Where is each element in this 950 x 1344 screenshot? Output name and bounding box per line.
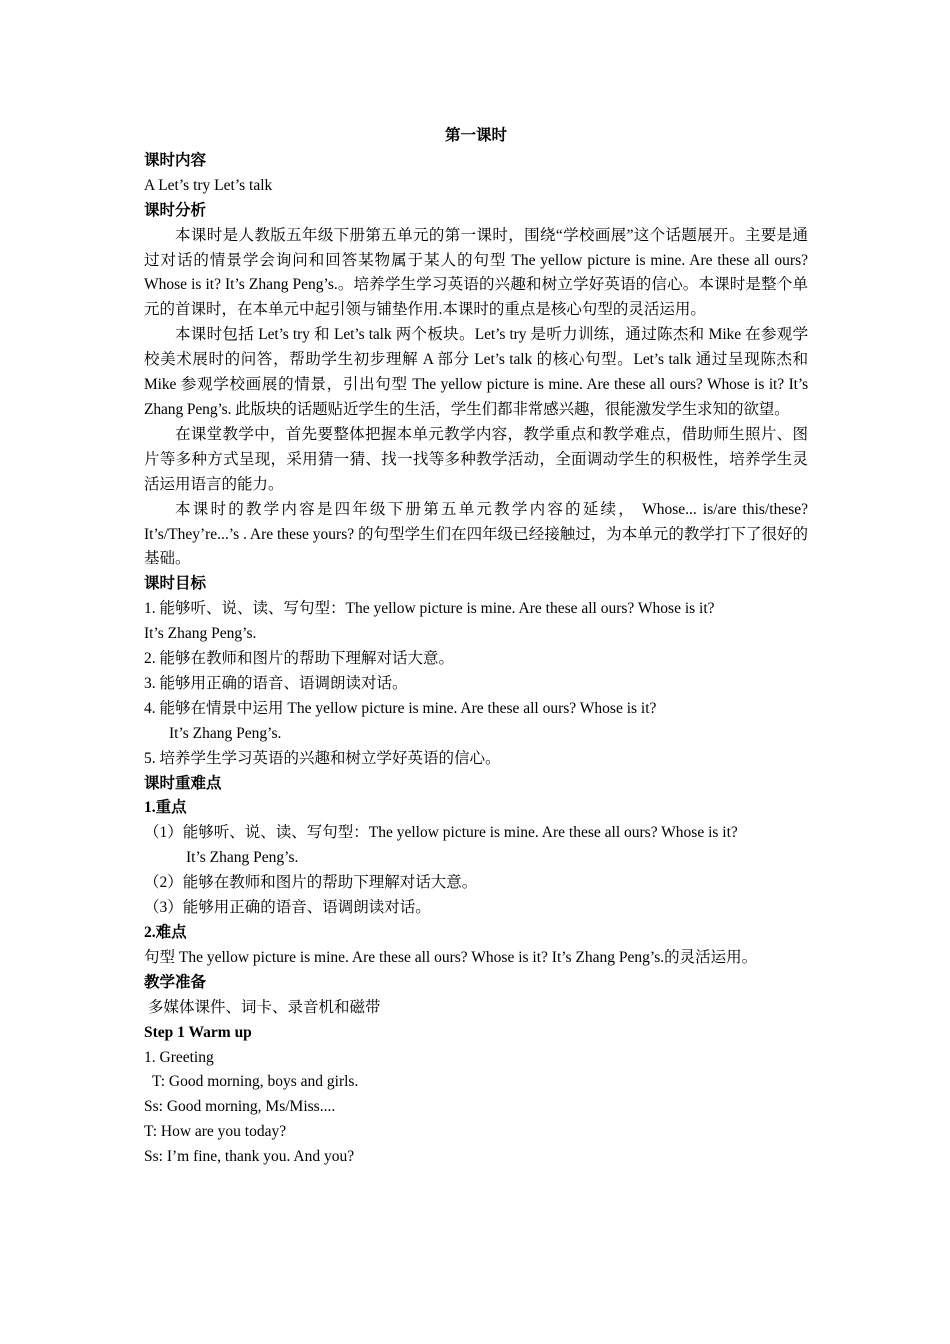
document-page — [144, 124, 808, 1170]
key-item-3: （3）能够用正确的语音、语调朗读对话。 — [144, 899, 431, 917]
analysis-paragraph-2: 本课时包括 Let’s try 和 Let’s talk 两个板块。Let’s try 是听力训练，通过陈杰和 Mike 在参观学校美术展时的问答，帮助学生初步理解 A 部分 Let’s talk 的核心句型。Let’s talk 通过呈现陈杰和 Mike 参观学校画展的情景，引出句型 The yellow picture is mine. Are these all ours? Whose is it? It’s Zhang Peng’s. 此版块的话题贴近学生的生活，学生们都非常感兴趣，很能激发学生求知的欲望。 — [144, 326, 808, 418]
difficulty-subheading: 2.难点 — [144, 924, 187, 941]
analysis-paragraph-1: 本课时是人教版五年级下册第五单元的第一课时，围绕“学校画展”这个话题展开。主要是通过对话的情景学会询问和回答某物属于某人的句型 The yellow picture is mine. Are these all ours? Whose is it? It’s Zhang Peng’s.。培养学生学习英语的兴趣和树立学好英语的信心。本课时是整个单元的首课时，在本单元中起引领与铺垫作用.本课时的重点是核心句型的灵活运用。 — [144, 226, 808, 319]
preparation-text: 多媒体课件、词卡、录音机和磁带 — [148, 998, 381, 1016]
preparation-heading: 教学准备 — [144, 973, 207, 991]
goal-item-3: 3. 能够用正确的语音、语调朗读对话。 — [144, 674, 408, 692]
analysis-paragraph-3: 在课堂教学中，首先要整体把握本单元教学内容，教学重点和教学难点，借助师生照片、图片等多种方式呈现，采用猜一猜、找一找等多种教学活动，全面调动学生的积极性，培养学生灵活运用语言的能力。 — [144, 425, 808, 493]
dialog-line-4: Ss: I’m fine, thank you. And you? — [144, 1148, 355, 1166]
key-item-1: （1）能够听、说、读、写句型：The yellow picture is mine. Are these all ours? Whose is it? — [144, 824, 738, 842]
dialog-line-1: T: Good morning, boys and girls. — [152, 1073, 359, 1091]
dialog-line-2: Ss: Good morning, Ms/Miss.... — [144, 1098, 336, 1116]
step1-item-greeting: 1. Greeting — [144, 1048, 214, 1066]
key-item-1-continuation: It’s Zhang Peng’s. — [186, 849, 299, 867]
step1-heading: Step 1 Warm up — [144, 1023, 252, 1041]
goal-item-1: 1. 能够听、说、读、写句型：The yellow picture is mine. Are these all ours? Whose is it? — [144, 600, 715, 618]
goal-item-1-continuation: It’s Zhang Peng’s. — [144, 625, 257, 643]
analysis-heading: 课时分析 — [144, 201, 207, 219]
goal-item-4: 4. 能够在情景中运用 The yellow picture is mine. Are these all ours? Whose is it? — [144, 699, 657, 717]
difficulty-text: 句型 The yellow picture is mine. Are these all ours? Whose is it? It’s Zhang Peng’s.的灵活运用。 — [144, 948, 758, 966]
goal-item-2: 2. 能够在教师和图片的帮助下理解对话大意。 — [144, 650, 455, 668]
content-text: A Let’s try Let’s talk — [144, 176, 273, 194]
goal-item-5: 5. 培养学生学习英语的兴趣和树立学好英语的信心。 — [144, 749, 501, 767]
dialog-line-3: T: How are you today? — [144, 1123, 287, 1141]
goals-heading: 课时目标 — [144, 575, 207, 593]
key-points-heading: 课时重难点 — [144, 774, 222, 792]
key-item-2: （2）能够在教师和图片的帮助下理解对话大意。 — [144, 874, 478, 892]
lesson-title: 第一课时 — [444, 127, 507, 144]
content-heading: 课时内容 — [144, 151, 207, 169]
analysis-paragraph-4: 本课时的教学内容是四年级下册第五单元教学内容的延续， Whose... is/are this/these? It’s/They’re...’s . Are these yours? 的句型学生们在四年级已经接触过，为本单元的教学打下了很好的基础。 — [144, 500, 808, 568]
goal-item-4-continuation: It’s Zhang Peng’s. — [169, 724, 282, 742]
key-subheading: 1.重点 — [144, 799, 187, 817]
